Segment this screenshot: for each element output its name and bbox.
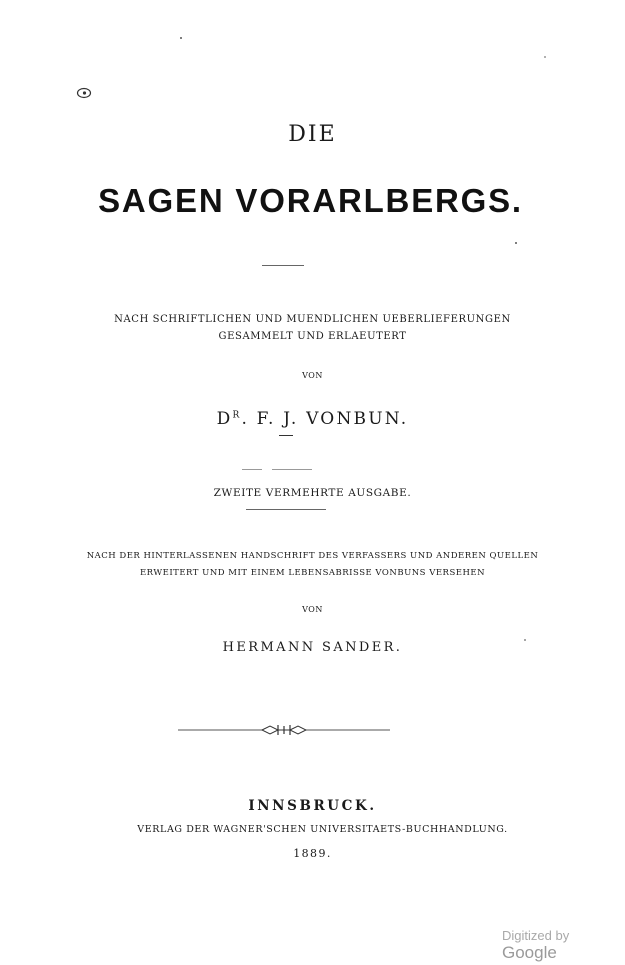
divider-left-piece — [242, 469, 262, 470]
note-line-1: NACH DER HINTERLASSENEN HANDSCHRIFT DES VERFASSERS UND ANDEREN QUELLEN — [86, 551, 539, 561]
publication-city: INNSBRUCK. — [248, 798, 377, 814]
author-name-text: . F. J. VONBUN. — [241, 409, 409, 429]
main-title: SAGEN VORARLBERGS. — [98, 182, 523, 219]
by-label-2: VON — [302, 605, 323, 614]
pre-title: DIE — [288, 122, 337, 147]
divider-short — [262, 265, 304, 266]
ornamental-divider-icon — [178, 723, 390, 737]
author-prefix: D — [216, 409, 233, 429]
scan-speck — [180, 37, 182, 39]
author-prefix-sup: R — [232, 410, 242, 421]
editor-name: HERMANN SANDER. — [222, 640, 403, 655]
scan-speck — [515, 242, 517, 244]
note-line-2: ERWEITERT UND MIT EINEM LEBENSABRISSE VONBUNS VERSEHEN — [139, 568, 486, 578]
edition-label: ZWEITE VERMEHRTE AUSGABE. — [213, 487, 412, 499]
subtitle-line-2: GESAMMELT UND ERLAEUTERT — [218, 331, 407, 342]
divider-right-piece — [272, 469, 312, 470]
watermark-prefix: Digitized by — [502, 928, 570, 943]
digitized-watermark — [502, 928, 625, 963]
google-logo: Google — [502, 943, 557, 962]
publication-year: 1889. — [293, 847, 332, 860]
by-label: VON — [302, 371, 323, 380]
underline-mark — [279, 435, 293, 436]
subtitle-line-1: NACH SCHRIFTLICHEN UND MUENDLICHEN UEBERLIEFERUNGEN — [114, 314, 511, 325]
divider-edition — [246, 509, 326, 510]
library-stamp-icon — [76, 87, 92, 99]
scan-speck — [544, 56, 546, 58]
author-name — [0, 409, 625, 429]
publisher: VERLAG DER WAGNER'SCHEN UNIVERSITAETS-BUCHHANDLUNG. — [137, 824, 508, 835]
